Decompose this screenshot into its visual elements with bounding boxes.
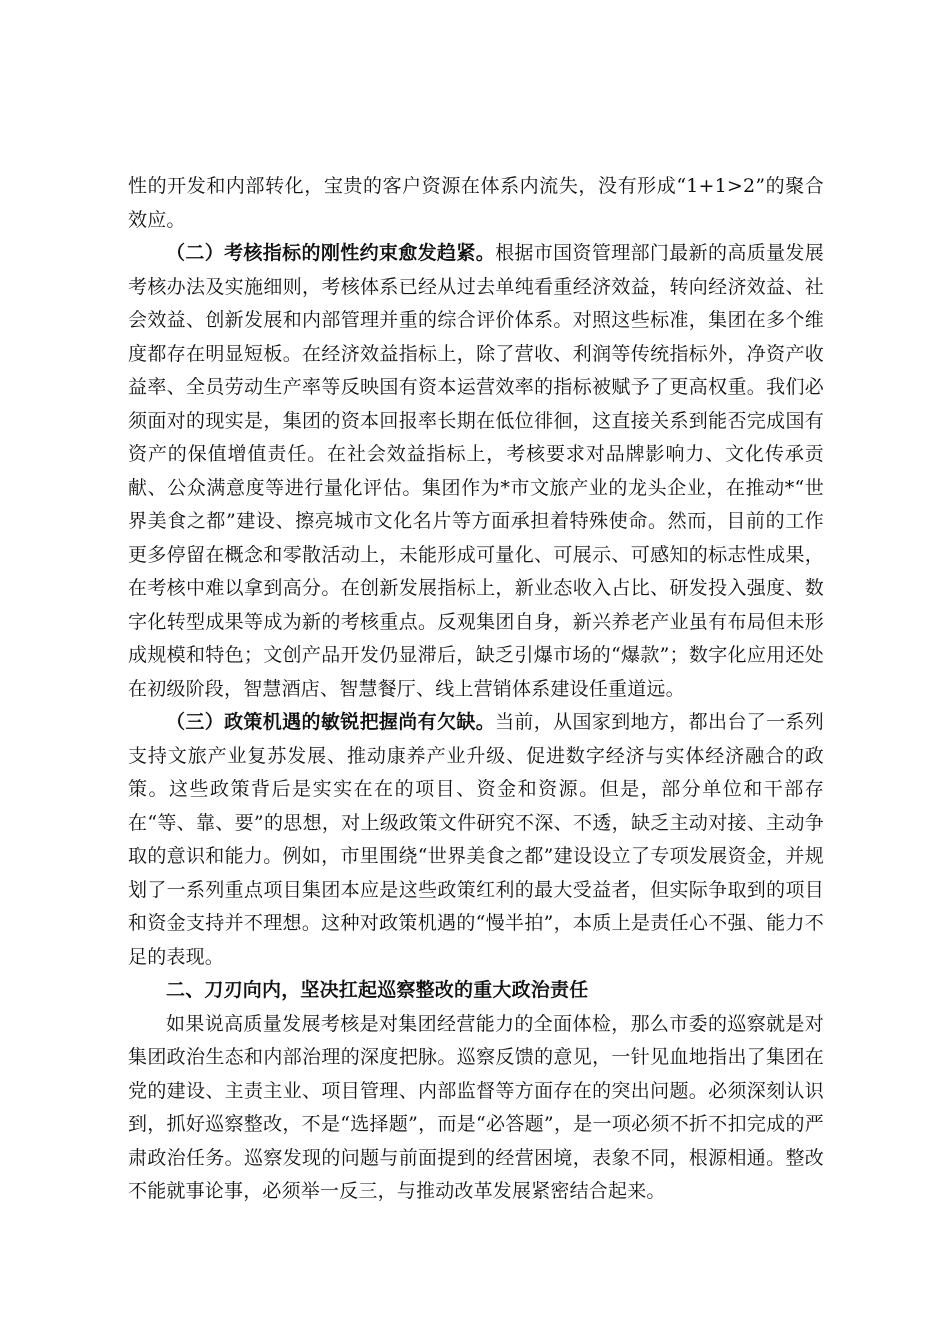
paragraph-text: 性的开发和内部转化，宝贵的客户资源在体系内流失，没有形成“1+1>2”的聚合效应。 (128, 175, 824, 231)
paragraph-text: 当前，从国家到地方，都出台了一系列支持文旅产业复苏发展、推动康养产业升级、促进数字经济与实体经济融合的政策。这些政策背后是实实在在的项目、资金和资源。但是，部分单位和干部存在“等、靠、要”的思想，对上级政策文件研究不深、不透，缺乏主动对接、主动争取的意识和能力。例如，市里围绕“世界美食之都”建设设立了专项发展资金，并规划了一系列重点项目集团本应是这些政策红利的最大受益者，但实际争取到的项目和资金支持并不理想。这种对政策机遇的“慢半拍”，本质上是责任心不强、能力不足的表现。 (128, 711, 824, 968)
paragraph-inspection-rectification: 如果说高质量发展考核是对集团经营能力的全面体检，那么市委的巡察就是对集团政治生态和内部治理的深度把脉。巡察反馈的意见，一针见血地指出了集团在党的建设、主责主业、项目管理、内部监督等方面存在的突出问题。必须深刻认识到，抓好巡察整改，不是“选择题”，而是“必答题”，是一项必须不折不扣完成的严肃政治任务。巡察发现的问题与前面提到的经营困境，表象不同，根源相通。整改不能就事论事，必须举一反三，与推动改革发展紧密结合起来。 (128, 1012, 824, 1202)
section-heading: 二、刀刃向内，坚决扛起巡察整改的重大政治责任 (166, 979, 589, 1001)
paragraph-assessment-constraints (128, 237, 824, 706)
paragraph-lead: （二）考核指标的刚性约束愈发趋紧。 (166, 242, 496, 264)
continuation-paragraph (128, 170, 824, 237)
paragraph-text: 根据市国资管理部门最新的高质量发展考核办法及实施细则，考核体系已经从过去单纯看重经济效益，转向经济效益、社会效益、创新发展和内部管理并重的综合评价体系。对照这些标准，集团在多个维度都存在明显短板。在经济效益指标上，除了营收、利润等传统指标外，净资产收益率、全员劳动生产率等反映国有资本运营效率的指标被赋予了更高权重。我们必须面对的现实是，集团的资本回报率长期在低位徘徊，这直接关系到能否完成国有资产的保值增值责任。在社会效益指标上，考核要求对品牌影响力、文化传承贡献、公众满意度等进行量化评估。集团作为*市文旅产业的龙头企业，在推动*“世界美食之都”建设、擦亮城市文化名片等方面承担着特殊使命。然而，目前的工作更多停留在概念和零散活动上，未能形成可量化、可展示、可感知的标志性成果，在考核中难以拿到高分。在创新发展指标上，新业态收入占比、研发投入强度、数字化转型成果等成为新的考核重点。反观集团自身，新兴养老产业虽有布局但未形成规模和特色；文创产品开发仍显滞后，缺乏引爆市场的“爆款”；数字化应用还处在初级阶段，智慧酒店、智慧餐厅、线上营销体系建设任重道远。 (128, 242, 824, 700)
paragraph-policy-opportunities (128, 706, 824, 974)
paragraph-lead: （三）政策机遇的敏锐把握尚有欠缺。 (166, 711, 496, 733)
document-body (128, 170, 824, 1209)
